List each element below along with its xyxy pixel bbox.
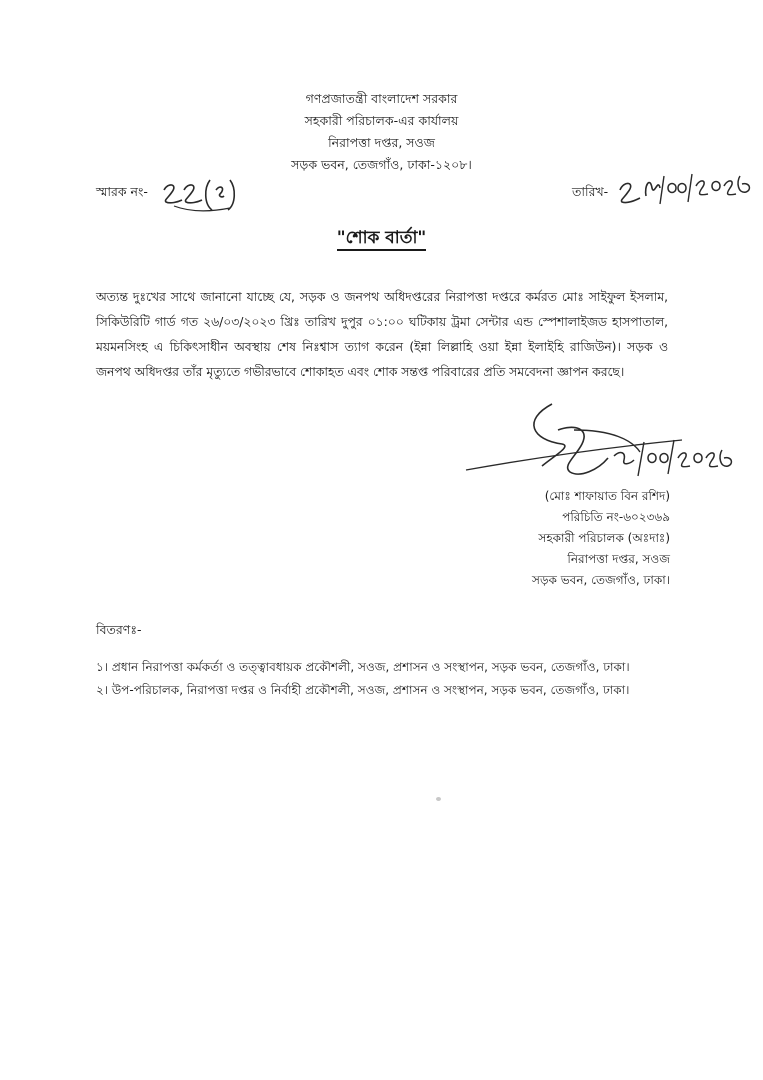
letterhead-line-3: নিরাপত্তা দপ্তর, সওজ	[328, 135, 435, 150]
paper-speck	[436, 797, 441, 801]
distribution-list	[96, 622, 716, 702]
signatory-office: নিরাপত্তা দপ্তর, সওজ	[567, 552, 670, 566]
signatory-id: পরিচিতি নং-৬০২৩৬৯	[562, 510, 670, 524]
signatory-address: সড়ক ভবন, তেজগাঁও, ঢাকা।	[532, 573, 670, 587]
signatory-block	[470, 486, 670, 591]
letterhead-line-2: সহকারী পরিচালক-এর কার্যালয়	[304, 113, 459, 128]
signature-image	[462, 400, 742, 490]
letterhead-line-1: গণপ্রজাতন্ত্রী বাংলাদেশ সরকার	[305, 91, 458, 106]
condolence-message: অত্যন্ত দুঃখের সাথে জানানো যাচ্ছে যে, সড়ক ও জনপথ অধিদপ্তরের নিরাপত্তা দপ্তরে কর্মরত মোঃ সাইফুল ইসলাম, সিকিউরিটি গার্ড গত ২৬/০৩/২০২৩ খ্রিঃ তারিখ দুপুর ০১:০০ ঘটিকায় ট্রমা সেন্টার এন্ড স্পেশালাইজড হাসপাতাল, ময়মনসিংহ এ চিকিৎসাধীন অবস্থায় শেষ নিঃশ্বাস ত্যাগ করেন (ইন্না লিল্লাহি ওয়া ইন্না ইলাইহি রাজিউন)। সড়ক ও জনপথ অধিদপ্তর তাঁর মৃত্যুতে গভীরভাবে শোকাহত এবং শোক সন্তপ্ত পরিবারের প্রতি সমবেদনা জ্ঞাপন করছে।	[96, 290, 668, 379]
reference-label: স্মারক নং-	[96, 184, 148, 199]
handwritten-date	[614, 166, 754, 210]
distribution-item: ২। উপ-পরিচালক, নিরাপত্তা দপ্তর ও নির্বাহী প্রকৌশলী, সওজ, প্রশাসন ও সংস্থাপন, সড়ক ভবন, তেজগাঁও, ঢাকা।	[96, 683, 630, 697]
signatory-designation: সহকারী পরিচালক (অঃদাঃ)	[538, 531, 670, 545]
signatory-name: (মোঃ শাফায়াত বিন রশিদ)	[544, 489, 670, 503]
document-title	[0, 225, 763, 253]
date-label: তারিখ-	[572, 184, 609, 199]
handwritten-reference-number	[160, 176, 240, 216]
letterhead	[0, 88, 763, 176]
letterhead-line-4: সড়ক ভবন, তেজগাঁও, ঢাকা-১২০৮।	[291, 157, 472, 172]
document-title-text: "শোক বার্তা"	[337, 228, 427, 251]
reference-row	[0, 176, 763, 216]
distribution-heading: বিতরণঃ-	[96, 622, 142, 637]
distribution-item: ১। প্রধান নিরাপত্তা কর্মকর্তা ও তত্ত্বাবধায়ক প্রকৌশলী, সওজ, প্রশাসন ও সংস্থাপন, সড়ক ভবন, তেজগাঁও, ঢাকা।	[96, 660, 630, 674]
